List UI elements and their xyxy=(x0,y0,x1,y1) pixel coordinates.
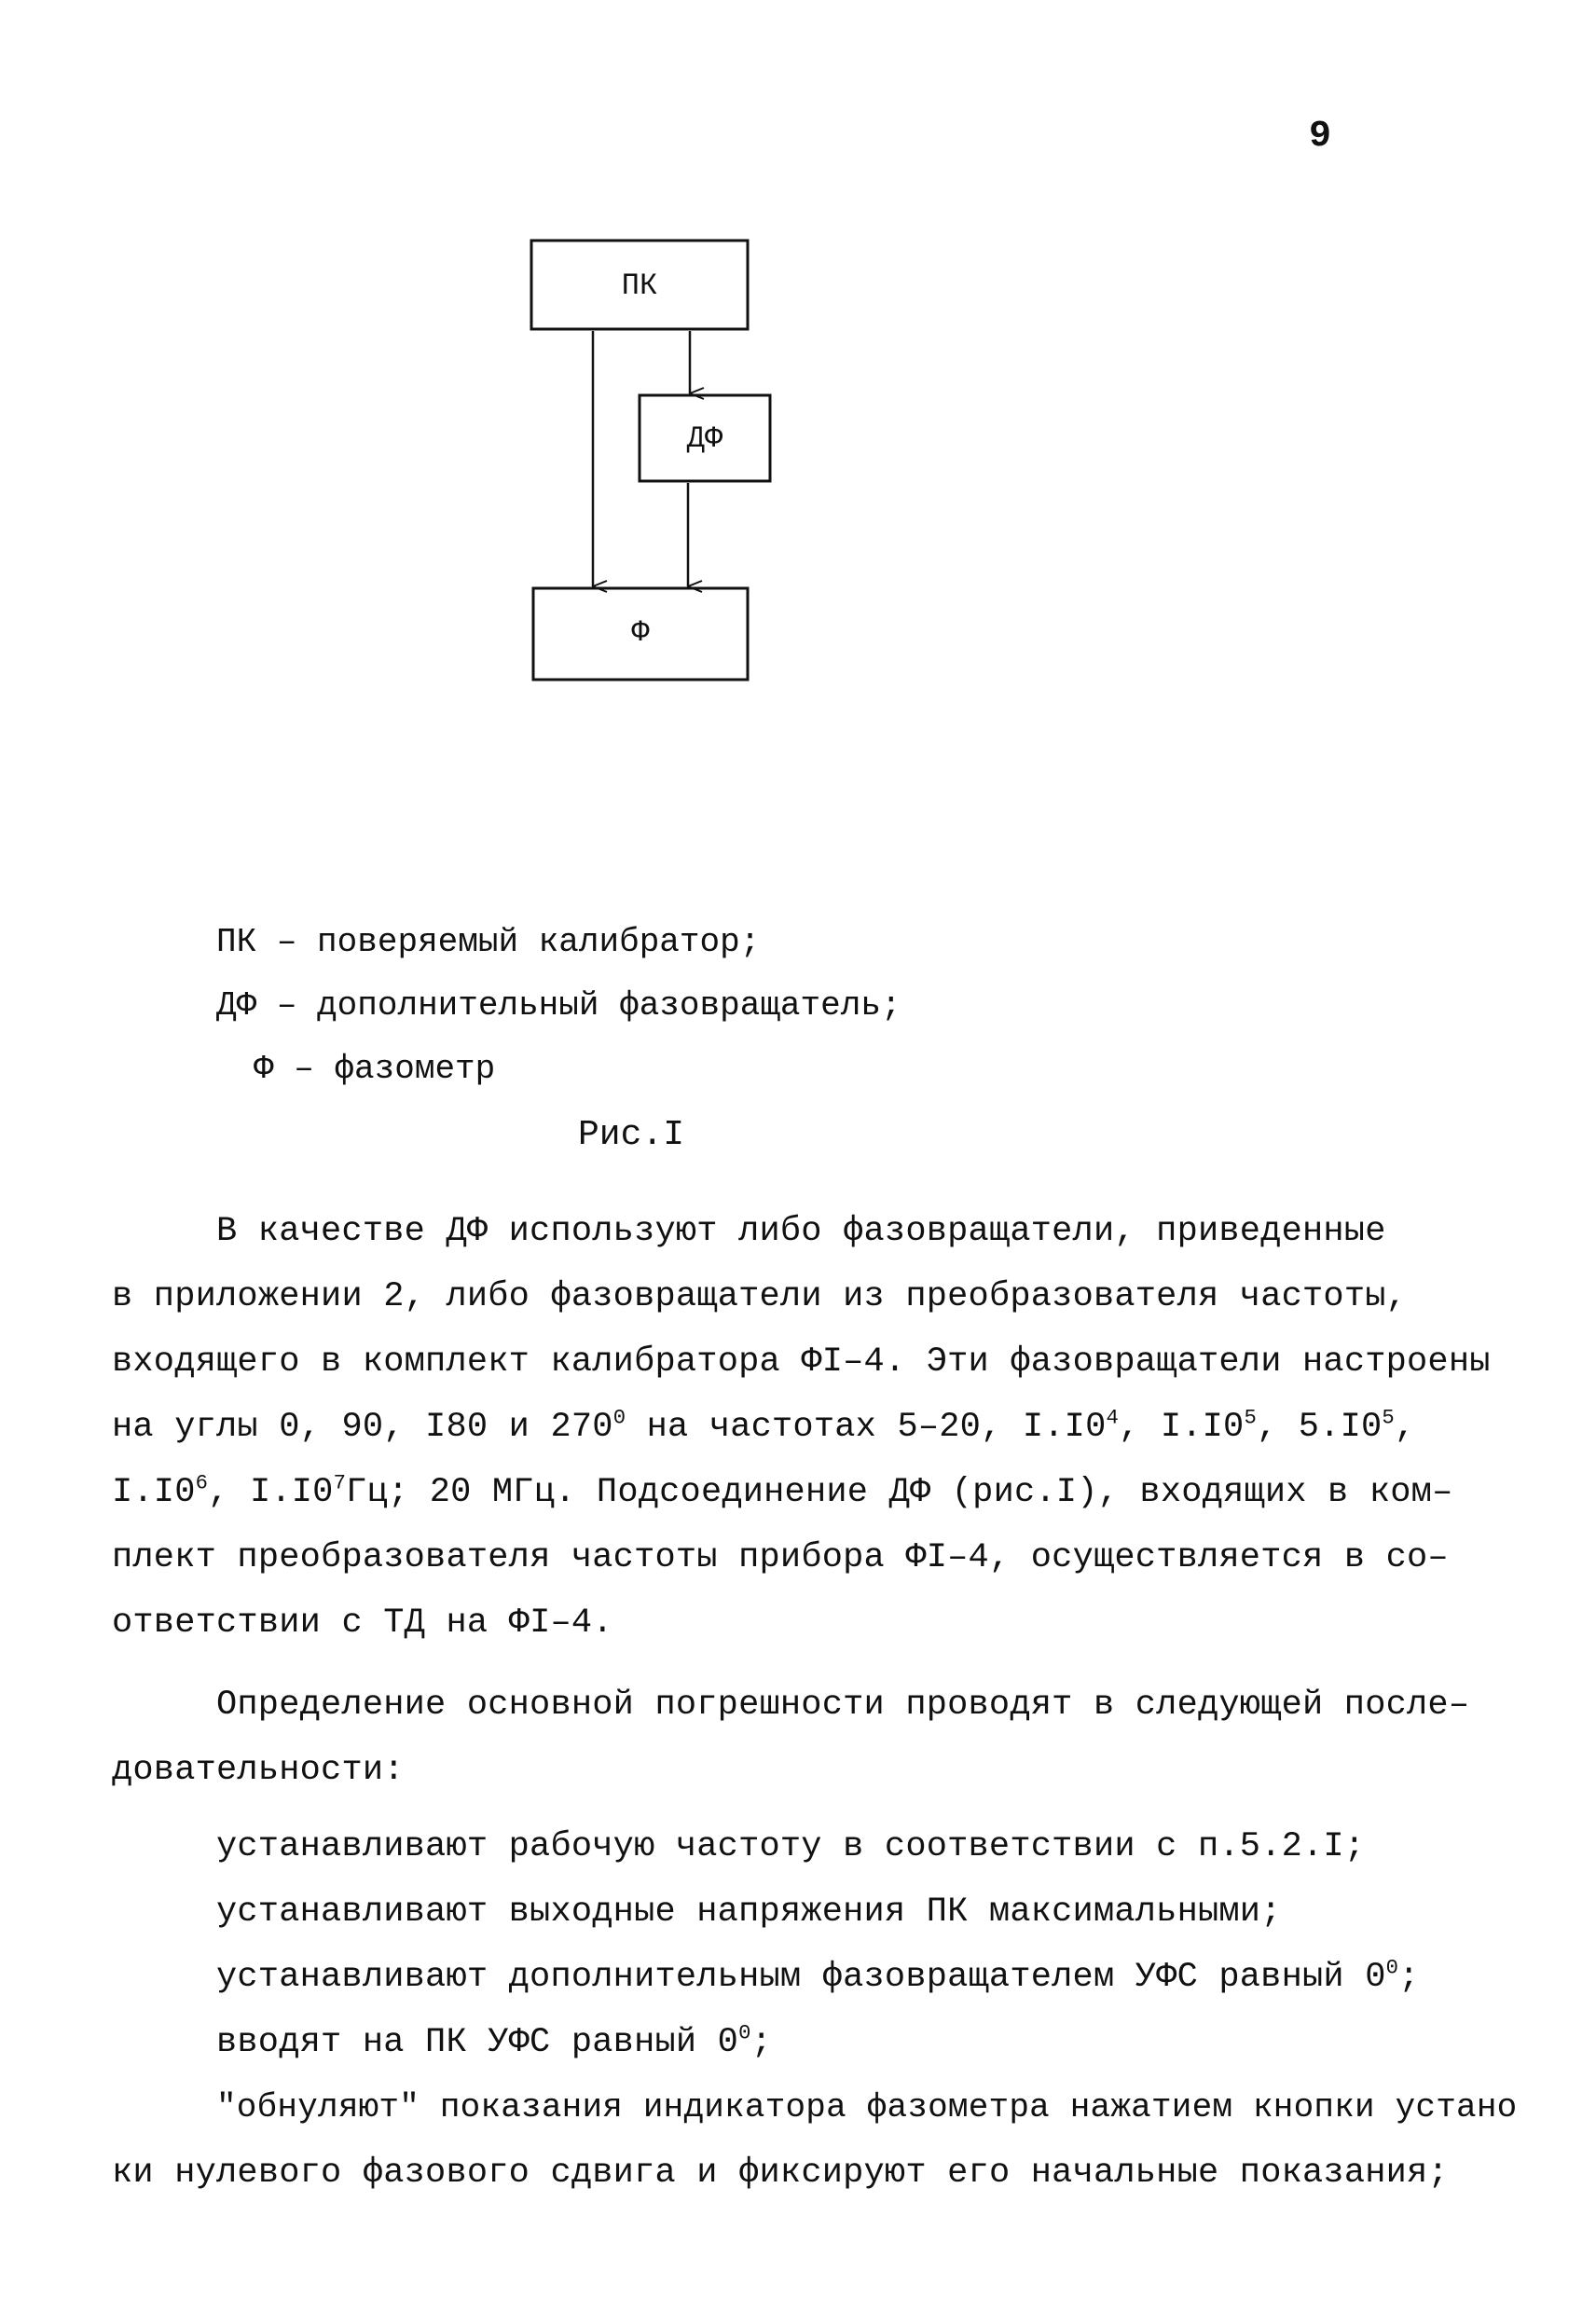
paragraph-line xyxy=(112,1473,1452,1512)
legend-text: поверяемый калибратор; xyxy=(317,923,761,961)
superscript: 6 xyxy=(195,1471,209,1495)
paragraph-line: входящего в комплект калибратора ФI–4. Эти фазовращатели настроены xyxy=(112,1342,1491,1382)
superscript: 4 xyxy=(1106,1406,1120,1430)
legend-item-pk xyxy=(216,923,760,961)
text-run: устанавливают дополнительным фазовращателем УФС равный 0 xyxy=(216,1958,1386,1997)
paragraph-line: довательности: xyxy=(112,1751,405,1790)
box-pk-label: ПК xyxy=(621,268,658,303)
figure-caption: Рис.I xyxy=(578,1115,685,1155)
step-line: "обнуляют" показания индикатора фазометра нажатием кнопки устано xyxy=(216,2088,1518,2126)
superscript: 7 xyxy=(333,1471,347,1495)
text-run: , I.I0 xyxy=(208,1473,334,1512)
text-run: на частотах 5–20, I.I0 xyxy=(626,1408,1107,1447)
legend-dash: – xyxy=(276,986,297,1025)
paragraph-line: Определение основной погрешности проводят в следующей после– xyxy=(216,1686,1470,1725)
step-line xyxy=(216,2023,772,2062)
text-run: ; xyxy=(1398,1958,1420,1997)
box-f-label: Ф xyxy=(631,615,650,650)
paragraph-line: в приложении 2, либо фазовращатели из преобразователя частоты, xyxy=(112,1277,1408,1316)
page-number: 9 xyxy=(1309,116,1332,158)
block-diagram xyxy=(0,0,1596,746)
superscript: 0 xyxy=(612,1406,626,1430)
text-run: на углы 0, 90, I80 и 270 xyxy=(112,1408,613,1447)
legend-dash: – xyxy=(276,923,297,961)
legend-text: фазометр xyxy=(334,1050,496,1088)
legend-abbr: Ф xyxy=(254,1050,274,1088)
superscript: 5 xyxy=(1244,1406,1257,1430)
paragraph-line xyxy=(112,1408,1415,1447)
paragraph-line: В качестве ДФ используют либо фазовращатели, приведенные xyxy=(216,1212,1386,1251)
text-run: Гц; 20 МГц. Подсоединение ДФ (рис.I), входящих в ком– xyxy=(346,1473,1453,1512)
legend-item-df xyxy=(216,986,901,1025)
box-df-label: ДФ xyxy=(686,421,723,456)
text-run: , 5.I0 xyxy=(1256,1408,1383,1447)
step-line: устанавливают рабочую частоту в соответствии с п.5.2.I; xyxy=(216,1827,1366,1866)
superscript: 0 xyxy=(738,2021,751,2045)
legend-dash: – xyxy=(294,1050,314,1088)
legend-item-f xyxy=(254,1050,495,1088)
text-run: I.I0 xyxy=(112,1473,196,1512)
step-line: устанавливают выходные напряжения ПК максимальными; xyxy=(216,1892,1282,1932)
paragraph-line: ответствии с ТД на ФI–4. xyxy=(112,1603,613,1643)
text-run: , I.I0 xyxy=(1119,1408,1245,1447)
superscript: 0 xyxy=(1385,1956,1399,1980)
legend-text: дополнительный фазовращатель; xyxy=(317,986,901,1025)
step-line: ки нулевого фазового сдвига и фиксируют его начальные показания; xyxy=(112,2154,1449,2193)
text-run: , xyxy=(1394,1408,1416,1447)
superscript: 5 xyxy=(1382,1406,1395,1430)
text-run: вводят на ПК УФС равный 0 xyxy=(216,2023,739,2062)
text-run: ; xyxy=(750,2023,773,2062)
step-line xyxy=(216,1958,1420,1997)
legend-abbr: ПК xyxy=(216,923,257,961)
legend-abbr: ДФ xyxy=(216,986,257,1025)
paragraph-line: плект преобразователя частоты прибора ФI–4, осуществляется в со– xyxy=(112,1538,1449,1577)
